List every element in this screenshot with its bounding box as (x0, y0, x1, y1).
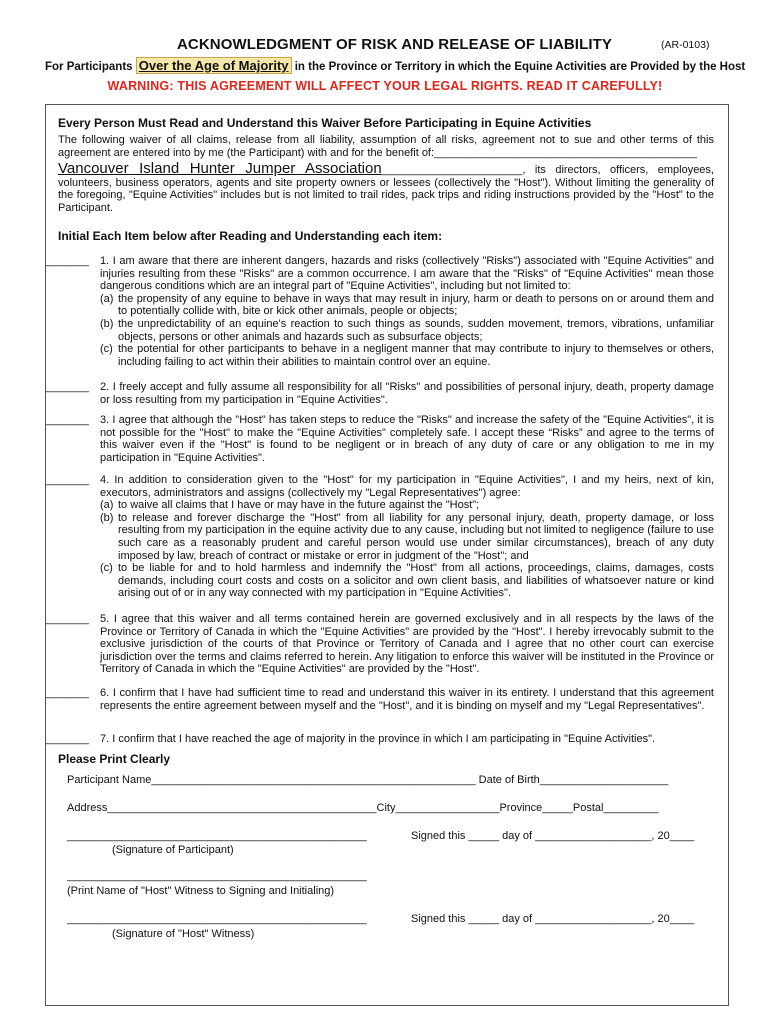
waiver-item-2 (46, 381, 714, 406)
participant-signature-field[interactable]: _________________________________________________ (67, 830, 367, 842)
sub-item (100, 318, 714, 343)
waiver-item-3 (46, 414, 714, 464)
address-field[interactable]: Address____________________________________________City_________________Province_____Postal_________ (67, 802, 659, 814)
host-blank: _______________________ (381, 164, 523, 177)
sub-label: (a) (100, 292, 114, 305)
sub-label: (b) (100, 511, 114, 524)
sub-label: (a) (100, 499, 114, 512)
waiver-item-5 (46, 613, 714, 676)
participant-name-field[interactable]: Participant Name_____________________________________________________ Date of Birth_____________________ (67, 774, 669, 786)
item-text: 2. I freely accept and fully assume all responsibility for all "Risks" and possibilities of personal injury, death, property damage or loss resulting from my participation in "Equine Activities". (100, 381, 714, 406)
sub-item (100, 499, 714, 512)
sub-text: the potential for other participants to behave in a negligent manner that may contribute to injury to themselves or others, including failing to act within their abilities to maintain control over an equine. (118, 343, 714, 368)
subtitle (45, 58, 745, 73)
sub-item (100, 562, 714, 600)
witness-name-field[interactable]: _________________________________________________ (67, 870, 367, 882)
subtitle-pre: For Participants (45, 61, 136, 73)
document-title: ACKNOWLEDGMENT OF RISK AND RELEASE OF LIABILITY (177, 36, 612, 53)
waiver-item-7 (46, 733, 714, 746)
sub-text: to release and forever discharge the "Host" from all liability for any personal injury, death, property damage, or loss resulting from my participation in the equine activity due to any cause, including but not limited to negligence (failure to use such care as a reasonably prudent and careful person would use under similar circumstances), breach of any duty imposed by law, breach of contract or mistake or error in judgment of the "Host"; and (118, 511, 714, 562)
sub-item (100, 293, 714, 318)
print-heading: Please Print Clearly (58, 752, 171, 766)
sub-item (100, 512, 714, 562)
witness-signature-caption: (Signature of "Host" Witness) (112, 928, 255, 940)
initial-heading: Initial Each Item below after Reading and Understanding each item: (58, 229, 443, 243)
initial-blank[interactable]: _______ (46, 733, 89, 745)
initial-blank[interactable]: _______ (46, 414, 89, 426)
warning-banner: WARNING: THIS AGREEMENT WILL AFFECT YOUR LEGAL RIGHTS. READ IT CAREFULLY! (107, 79, 663, 93)
initial-blank[interactable]: _______ (46, 687, 89, 699)
subtitle-post: in the Province or Territory in which the Equine Activities are Provided by the Host (291, 61, 746, 73)
initial-blank[interactable]: _______ (46, 255, 89, 267)
sub-item (100, 343, 714, 368)
sub-label: (c) (100, 343, 113, 356)
witness-signed-date-field[interactable]: Signed this _____ day of ___________________, 20____ (411, 913, 695, 925)
sub-label: (c) (100, 562, 113, 575)
witness-signature-field[interactable]: _________________________________________________ (67, 913, 367, 925)
waiver-item-1 (46, 255, 714, 368)
host-rest: , its directors, officers, employees, volunteers, business operators, agents and site property owners or lessees (collectively the "Host"). Without limiting the generality of the foregoing, "Equine Activities" includes but is not limited to trail rides, pack trips and riding instructions provided by the "Host" to the Participant. (58, 164, 714, 214)
participant-signed-date-field[interactable]: Signed this _____ day of ___________________, 20____ (411, 830, 695, 842)
item-text: 7. I confirm that I have reached the age of majority in the province in which I am participating in "Equine Activities". (100, 733, 656, 745)
item-text: 6. I confirm that I have had sufficient time to read and understand this waiver in its entirety. I understand that this agreement represents the entire agreement between myself and the "Host", and it is binding on myself and my "Legal Representatives". (100, 687, 714, 712)
waiver-item-4 (46, 474, 714, 600)
participant-signature-caption: (Signature of Participant) (112, 844, 234, 856)
item-text: 4. In addition to consideration given to the "Host" for my participation in "Equine Activities", I and my heirs, next of kin, executors, administrators and assigns (collectively my "Legal Representatives") agree: (100, 474, 714, 499)
waiver-item-6 (46, 687, 714, 712)
sub-text: the propensity of any equine to behave in ways that may result in injury, harm or death to persons on or around them and to potentially collide with, bite or kick other animals, people or objects; (118, 292, 714, 318)
initial-blank[interactable]: _______ (46, 613, 89, 625)
sub-text: to be liable for and to hold harmless and indemnify the "Host" from all actions, proceedings, claims, damages, costs demands, including court costs and costs on a solicitor and own client basis, and liabilities of whatsoever nature or kind arising out of or in any way connected with my participation in "Equine Activities". (118, 562, 714, 600)
intro-heading: Every Person Must Read and Understand this Waiver Before Participating in Equine Activities (58, 116, 592, 130)
initial-blank[interactable]: _______ (46, 474, 89, 486)
host-name: Vancouver Island Hunter Jumper Association (58, 160, 382, 178)
sub-label: (b) (100, 317, 114, 330)
initial-blank[interactable]: _______ (46, 381, 89, 393)
witness-name-caption: (Print Name of "Host" Witness to Signing and Initialing) (67, 885, 335, 897)
intro-paragraph (58, 134, 714, 215)
item-text: 5. I agree that this waiver and all terms contained herein are governed exclusively and in all respects by the laws of the Province or Territory of Canada in which the "Equine Activities" are provided by the "Host". I hereby irrevocably submit to the exclusive jurisdiction of the courts of that Province or Territory of Canada and I agree that no other court can exercise jurisdiction over the terms and claims referred to herein. Any litigation to enforce this waiver will be instituted in the Province or Territory of Canada in which the "Equine Activities" are provided by the "Host". (100, 613, 714, 676)
form-number: (AR-0103) (661, 39, 710, 51)
item-text: 3. I agree that although the "Host" has taken steps to reduce the "Risks" and increase the safety of the "Equine Activities", it is not possible for the "Host" to make the "Equine Activities" completely safe. I accept these “Risks” and agree to the terms of this waiver even if the "Host" is found to be negligent or in breach of any duty of care or any obligation to me in my participation in "Equine Activities". (100, 414, 714, 464)
subtitle-highlight: Over the Age of Majority (136, 57, 292, 74)
sub-text: to waive all claims that I have or may have in the future against the "Host"; (118, 499, 480, 512)
intro-line: The following waiver of all claims, release from all liability, assumption of all risks, agreement not to sue and other terms of this agreement are entered into by me (the Participant) with and for the benefit of:___________________________________________ (58, 134, 714, 159)
sub-text: the unpredictability of an equine's reaction to such things as sounds, sudden movement, tremors, vibrations, unfamiliar objects, persons or other animals and hazards such as subsurface objects; (118, 317, 714, 343)
item-text: 1. I am aware that there are inherent dangers, hazards and risks (collectively "Risks") associated with "Equine Activities" and injuries resulting from these "Risks" are a common occurrence. I am aware that the "Risks" of "Equine Activities" mean those dangerous conditions which are an integral part of "Equine Activities", including but not limited to: (100, 255, 714, 293)
host-paragraph (58, 160, 714, 214)
